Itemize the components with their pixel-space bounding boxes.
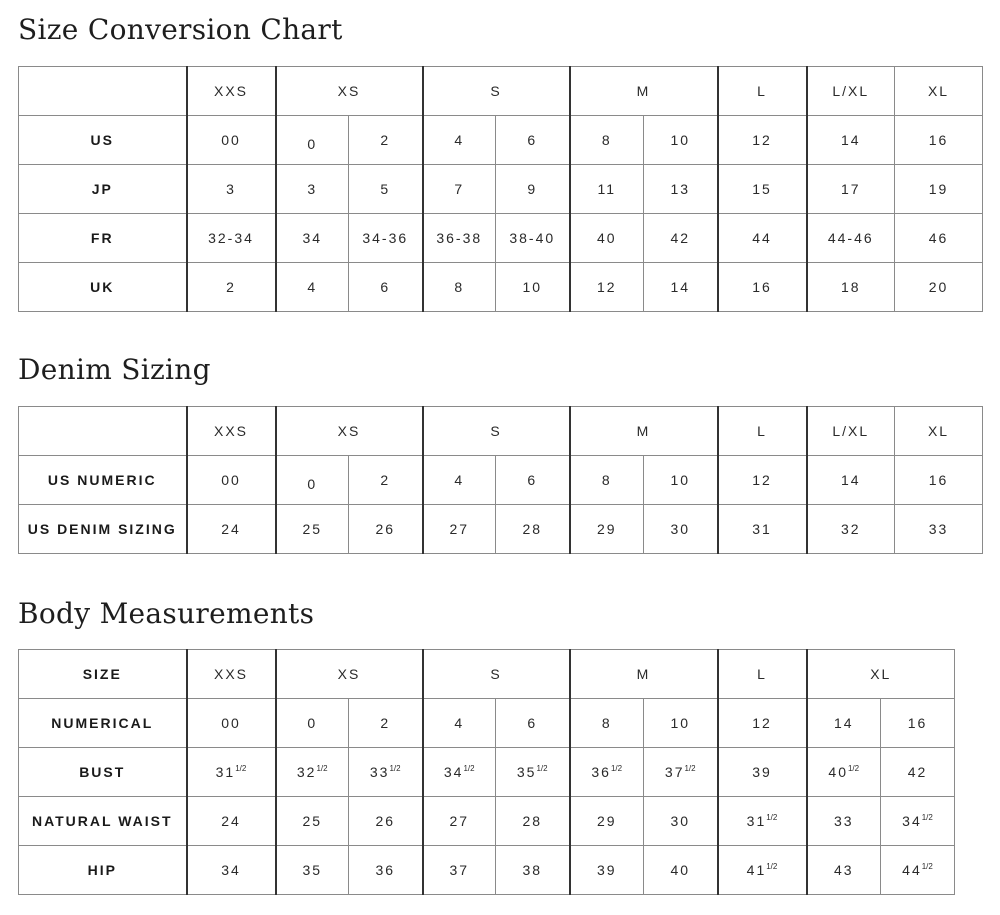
size-header: S	[423, 67, 570, 116]
table-cell: 12	[718, 116, 807, 165]
table-cell: 15	[718, 165, 807, 214]
table-cell: $31^{1/2}$	[718, 797, 807, 846]
table-cell: 4	[276, 263, 349, 312]
table-cell: 3	[187, 165, 276, 214]
row-label: US DENIM SIZING	[19, 505, 187, 554]
table-cell: 28	[496, 797, 570, 846]
table-cell: 7	[423, 165, 496, 214]
size-header: L/XL	[807, 407, 895, 456]
table-cell: 17	[807, 165, 895, 214]
table-cell: 20	[895, 263, 983, 312]
table-cell: 40	[644, 846, 718, 895]
row-label: FR	[19, 214, 187, 263]
table-cell: 14	[807, 699, 881, 748]
table-cell: 14	[807, 456, 895, 505]
table-row	[19, 699, 955, 748]
table-cell: 10	[496, 263, 570, 312]
table-cell: 0	[276, 699, 349, 748]
table-cell: 27	[423, 505, 496, 554]
size-header: L/XL	[807, 67, 895, 116]
table-cell: 32-34	[187, 214, 276, 263]
table-row	[19, 116, 983, 165]
table-cell: 4	[423, 116, 496, 165]
table-cell: 38	[496, 846, 570, 895]
table-cell: 0	[276, 116, 349, 165]
table-cell: 6	[496, 699, 570, 748]
table-cell: 39	[718, 748, 807, 797]
table-row	[19, 456, 983, 505]
table-cell: 30	[644, 505, 718, 554]
table-cell: 9	[496, 165, 570, 214]
size-conversion-table	[18, 66, 983, 312]
table-cell: 34-36	[349, 214, 423, 263]
size-header: XXS	[187, 650, 276, 699]
table-cell: 8	[570, 699, 644, 748]
table-cell: $32^{1/2}$	[276, 748, 349, 797]
table-cell: $34^{1/2}$	[423, 748, 496, 797]
table-row	[19, 846, 955, 895]
table-cell: 30	[644, 797, 718, 846]
table-cell: 43	[807, 846, 881, 895]
table-cell: 28	[496, 505, 570, 554]
table-cell: 16	[895, 456, 983, 505]
table-cell: 12	[718, 699, 807, 748]
table-cell: 26	[349, 505, 423, 554]
table-cell: 14	[807, 116, 895, 165]
table-cell: 42	[881, 748, 955, 797]
size-header: XS	[276, 67, 423, 116]
size-header: M	[570, 67, 718, 116]
table-cell: 10	[644, 116, 718, 165]
size-header: S	[423, 407, 570, 456]
denim-sizing-title: Denim Sizing	[18, 353, 211, 386]
table-cell: 29	[570, 505, 644, 554]
table-cell: 14	[644, 263, 718, 312]
table-cell: $40^{1/2}$	[807, 748, 881, 797]
size-header: XL	[895, 67, 983, 116]
table-cell: 42	[644, 214, 718, 263]
table-cell: 18	[807, 263, 895, 312]
table-cell: 36-38	[423, 214, 496, 263]
size-header: XL	[895, 407, 983, 456]
row-label: BUST	[19, 748, 187, 797]
size-conversion-title: Size Conversion Chart	[18, 13, 343, 46]
table-cell: $44^{1/2}$	[881, 846, 955, 895]
table-cell: $41^{1/2}$	[718, 846, 807, 895]
table-row	[19, 165, 983, 214]
size-header: L	[718, 407, 807, 456]
table-cell: 00	[187, 699, 276, 748]
table-cell: 4	[423, 456, 496, 505]
table-cell: 6	[496, 116, 570, 165]
table-cell: 38-40	[496, 214, 570, 263]
table-cell: $36^{1/2}$	[570, 748, 644, 797]
table-cell: 16	[718, 263, 807, 312]
table-cell: $31^{1/2}$	[187, 748, 276, 797]
body-measurements-table	[18, 649, 955, 895]
table-cell: 13	[644, 165, 718, 214]
table-cell: 11	[570, 165, 644, 214]
denim-sizing-table	[18, 406, 983, 554]
table-cell: 10	[644, 699, 718, 748]
table-row	[19, 214, 983, 263]
table-cell: 5	[349, 165, 423, 214]
table-cell: 36	[349, 846, 423, 895]
table-cell: 2	[349, 699, 423, 748]
table-cell: 8	[570, 456, 644, 505]
size-header: S	[423, 650, 570, 699]
table-cell: 34	[276, 214, 349, 263]
table-cell: 3	[276, 165, 349, 214]
size-header: XL	[807, 650, 955, 699]
corner-cell	[19, 407, 187, 456]
row-label: SIZE	[19, 650, 187, 699]
size-header: XS	[276, 407, 423, 456]
table-cell: 4	[423, 699, 496, 748]
table-cell: 2	[187, 263, 276, 312]
size-header: M	[570, 407, 718, 456]
table-cell: 19	[895, 165, 983, 214]
size-header: XXS	[187, 407, 276, 456]
size-header: XXS	[187, 67, 276, 116]
table-row	[19, 797, 955, 846]
size-header: XS	[276, 650, 423, 699]
table-cell: 00	[187, 456, 276, 505]
size-header: L	[718, 67, 807, 116]
row-label: JP	[19, 165, 187, 214]
table-cell: 8	[570, 116, 644, 165]
table-cell: 24	[187, 505, 276, 554]
table-cell: 40	[570, 214, 644, 263]
table-cell: 27	[423, 797, 496, 846]
table-cell: 25	[276, 797, 349, 846]
row-label: NUMERICAL	[19, 699, 187, 748]
table-cell: 44-46	[807, 214, 895, 263]
table-cell: 24	[187, 797, 276, 846]
table-cell: 6	[349, 263, 423, 312]
table-row	[19, 505, 983, 554]
table-cell: 6	[496, 456, 570, 505]
corner-cell	[19, 67, 187, 116]
table-cell: 10	[644, 456, 718, 505]
row-label: UK	[19, 263, 187, 312]
table-cell: 00	[187, 116, 276, 165]
row-label: US	[19, 116, 187, 165]
table-cell: 35	[276, 846, 349, 895]
body-measurements-title: Body Measurements	[18, 597, 315, 630]
table-cell: 32	[807, 505, 895, 554]
table-header-row	[19, 650, 955, 699]
table-cell: $34^{1/2}$	[881, 797, 955, 846]
table-cell: 16	[881, 699, 955, 748]
table-cell: 8	[423, 263, 496, 312]
table-row	[19, 748, 955, 797]
row-label: HIP	[19, 846, 187, 895]
table-cell: 2	[349, 116, 423, 165]
table-cell: 12	[570, 263, 644, 312]
table-header-row	[19, 407, 983, 456]
table-cell: 12	[718, 456, 807, 505]
table-header-row	[19, 67, 983, 116]
table-cell: 16	[895, 116, 983, 165]
table-cell: 29	[570, 797, 644, 846]
table-cell: $35^{1/2}$	[496, 748, 570, 797]
table-cell: 34	[187, 846, 276, 895]
table-cell: 0	[276, 456, 349, 505]
row-label: NATURAL WAIST	[19, 797, 187, 846]
table-cell: 37	[423, 846, 496, 895]
table-cell: 26	[349, 797, 423, 846]
table-cell: $33^{1/2}$	[349, 748, 423, 797]
table-cell: 39	[570, 846, 644, 895]
size-header: L	[718, 650, 807, 699]
table-cell: 44	[718, 214, 807, 263]
table-cell: 25	[276, 505, 349, 554]
table-cell: $37^{1/2}$	[644, 748, 718, 797]
row-label: US NUMERIC	[19, 456, 187, 505]
table-cell: 2	[349, 456, 423, 505]
table-cell: 31	[718, 505, 807, 554]
table-cell: 33	[895, 505, 983, 554]
table-row	[19, 263, 983, 312]
table-cell: 33	[807, 797, 881, 846]
size-header: M	[570, 650, 718, 699]
table-cell: 46	[895, 214, 983, 263]
